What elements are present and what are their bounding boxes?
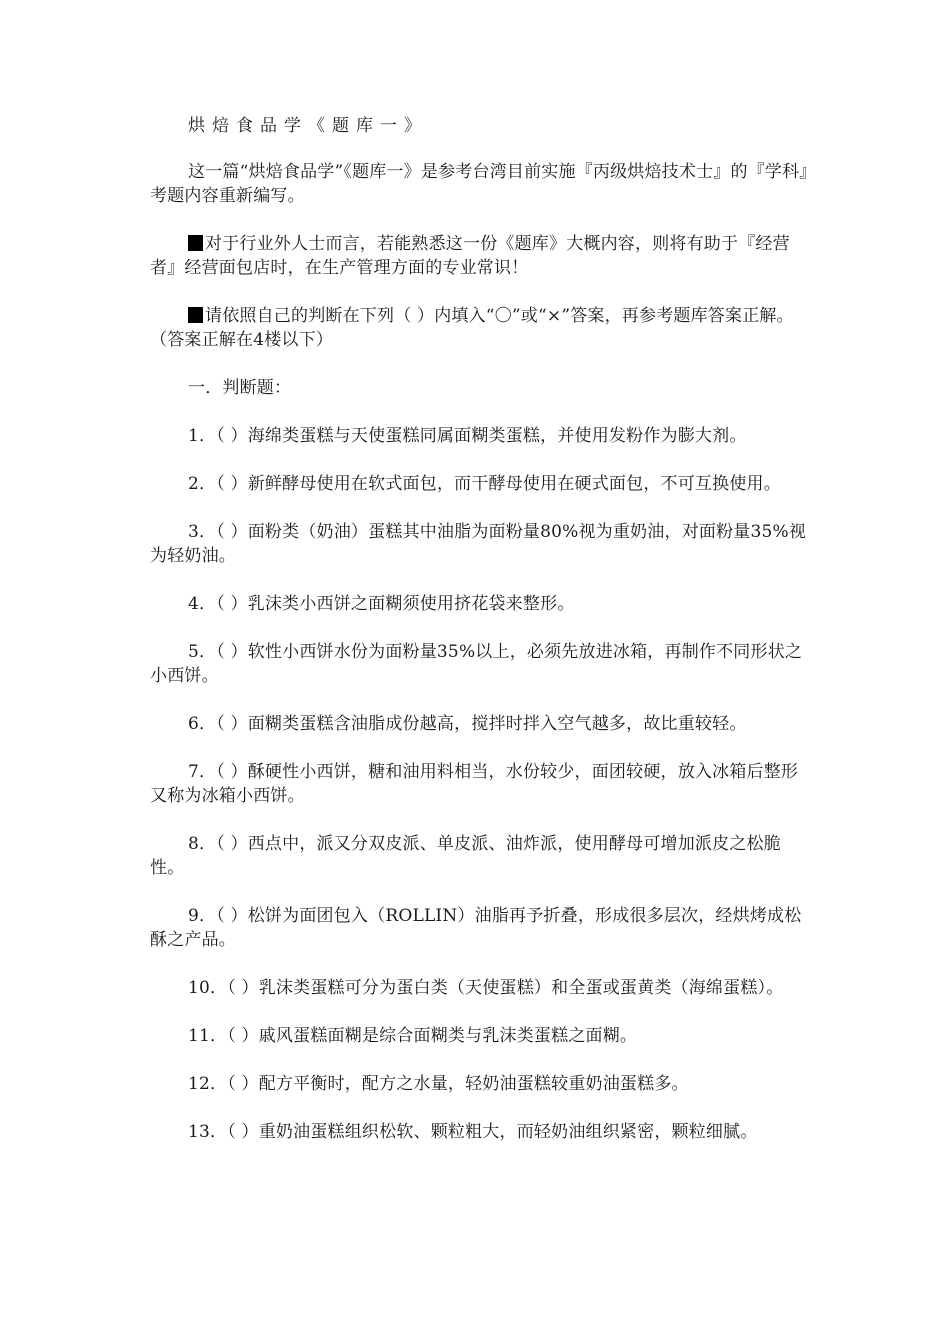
- question-item: 2．（ ）新鲜酵母使用在软式面包，而干酵母使用在硬式面包，不可互换使用。: [188, 474, 781, 494]
- note-paragraph-2: [150, 304, 810, 352]
- note-1-text: 对于行业外人士而言，若能熟悉这一份《题库》大概内容，则将有助于『经营者』经营面包店时，在生产管理方面的专业常识！: [150, 234, 790, 278]
- document-title: 烘焙食品学《题库一》: [188, 116, 428, 136]
- question-item: 7．（ ）酥硬性小西饼，糖和油用料相当，水份较少，面团较硬，放入冰箱后整形又称为冰箱小西饼。: [150, 762, 799, 806]
- question-item: 12．（ ）配方平衡时，配方之水量，轻奶油蛋糕较重奶油蛋糕多。: [188, 1074, 689, 1094]
- question-item: 10．（ ）乳沫类蛋糕可分为蛋白类（天使蛋糕）和全蛋或蛋黄类（海绵蛋糕）。: [188, 978, 784, 998]
- note-2-text: 请依照自己的判断在下列（ ）内填入“〇”或“×”答案，再参考题库答案正解。（答案正解在4楼以下）: [150, 306, 794, 350]
- question-item: 6．（ ）面糊类蛋糕含油脂成份越高，搅拌时拌入空气越多，故比重较轻。: [188, 714, 747, 734]
- black-square-icon: [188, 307, 203, 323]
- question-item: 9．（ ）松饼为面团包入（ROLLIN）油脂再予折叠，形成很多层次，经烘烤成松酥之产品。: [150, 906, 802, 950]
- question-item: 4．（ ）乳沫类小西饼之面糊须使用挤花袋来整形。: [188, 594, 575, 614]
- question-item: 8．（ ）西点中，派又分双皮派、单皮派、油炸派，使用酵母可增加派皮之松脆性。: [150, 834, 781, 878]
- intro-paragraph: 这一篇“烘焙食品学”《题库一》是参考台湾目前实施『丙级烘焙技术士』的『学科』考题内容重新编写。: [150, 162, 808, 206]
- question-item: 1．（ ）海绵类蛋糕与天使蛋糕同属面糊类蛋糕，并使用发粉作为膨大剂。: [188, 426, 747, 446]
- question-item: 11．（ ）戚风蛋糕面糊是综合面糊类与乳沫类蛋糕之面糊。: [188, 1026, 638, 1046]
- question-item: 13．（ ）重奶油蛋糕组织松软、颗粒粗大，而轻奶油组织紧密，颗粒细腻。: [188, 1122, 758, 1142]
- question-item: 5．（ ）软性小西饼水份为面粉量35%以上，必须先放进冰箱，再制作不同形状之小西饼。: [150, 642, 803, 686]
- question-item: 3．（ ）面粉类（奶油）蛋糕其中油脂为面粉量80%视为重奶油，对面粉量35%视为轻奶油。: [150, 522, 807, 566]
- note-paragraph-1: [150, 232, 810, 280]
- section-heading: 一．判断题：: [188, 378, 292, 398]
- document-body: [150, 114, 810, 1168]
- black-square-icon: [188, 235, 203, 251]
